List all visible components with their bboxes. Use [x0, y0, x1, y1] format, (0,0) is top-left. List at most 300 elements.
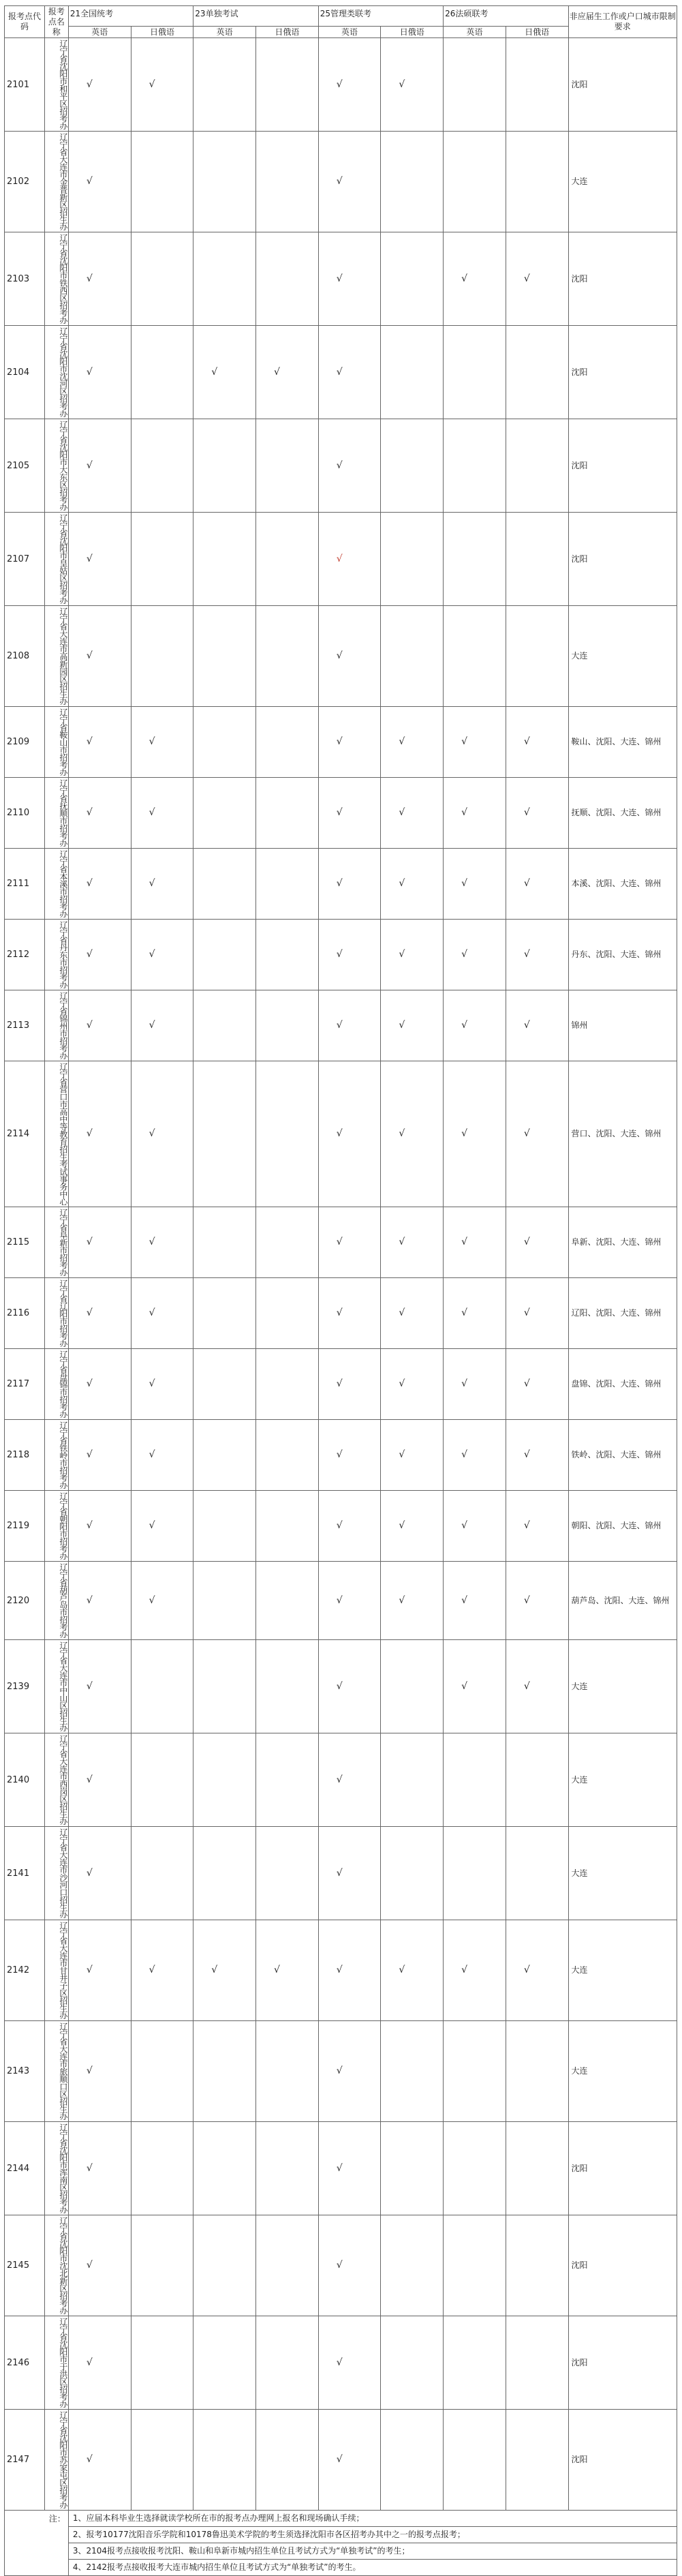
subheader-jp-ru: 日俄语 [381, 27, 444, 38]
site-code: 2120 [5, 1562, 45, 1640]
empty-cell [193, 1733, 256, 1827]
check-mark: √ [68, 849, 131, 920]
note-text: 4、2142报考点接收报考大连市城内招生单位且考试方式为“单独考试”的考生。 [68, 2560, 677, 2576]
table-row [5, 2021, 677, 2122]
empty-cell [256, 606, 319, 707]
check-mark: √ [381, 1920, 444, 2021]
city-requirement: 丹东、沈阳、大连、锦州 [568, 920, 677, 990]
note-row [5, 2511, 677, 2527]
check-mark: √ [444, 1640, 506, 1733]
table-row [5, 606, 677, 707]
site-code: 2117 [5, 1349, 45, 1420]
empty-cell [256, 232, 319, 326]
city-requirement: 铁岭、沈阳、大连、锦州 [568, 1420, 677, 1491]
empty-cell [131, 1640, 193, 1733]
site-name-text: 辽宁省大连市旅顺口区招生办 [58, 2022, 68, 2120]
site-code: 2114 [5, 1061, 45, 1207]
site-name-text: 辽宁省大连市西岗区招生办 [58, 1735, 68, 1825]
empty-cell [506, 2316, 568, 2410]
check-mark: √ [506, 1061, 568, 1207]
empty-cell [131, 326, 193, 419]
table-row [5, 2215, 677, 2316]
site-name-text: 辽宁省沈阳市苏家屯区招考办 [58, 2411, 68, 2509]
check-mark: √ [444, 1207, 506, 1278]
subheader-jp-ru: 日俄语 [131, 27, 193, 38]
check-mark: √ [318, 990, 381, 1061]
check-mark: √ [131, 990, 193, 1061]
empty-cell [256, 2021, 319, 2122]
check-mark: √ [193, 326, 256, 419]
table-row [5, 132, 677, 232]
check-mark: √ [131, 849, 193, 920]
empty-cell [506, 2410, 568, 2511]
site-name [44, 132, 68, 232]
empty-cell [131, 2122, 193, 2215]
check-mark: √ [256, 1920, 319, 2021]
site-name-text: 辽宁省沈阳市沈河区招考办 [58, 327, 68, 417]
check-mark: √ [68, 1420, 131, 1491]
site-code: 2101 [5, 38, 45, 132]
site-name-text: 辽宁省大连市甘井子区招生办 [58, 1922, 68, 2019]
empty-cell [444, 132, 506, 232]
city-requirement: 抚顺、沈阳、大连、锦州 [568, 778, 677, 849]
check-mark: √ [318, 1061, 381, 1207]
table-row [5, 513, 677, 606]
empty-cell [381, 1640, 444, 1733]
check-mark: √ [131, 1278, 193, 1349]
empty-cell [193, 849, 256, 920]
site-name [44, 778, 68, 849]
check-mark: √ [506, 707, 568, 778]
check-mark: √ [444, 920, 506, 990]
check-mark: √ [131, 707, 193, 778]
check-mark: √ [381, 38, 444, 132]
check-mark: √ [68, 2021, 131, 2122]
empty-cell [131, 132, 193, 232]
check-mark: √ [131, 1562, 193, 1640]
check-mark: √ [131, 1207, 193, 1278]
check-mark: √ [318, 38, 381, 132]
check-mark: √ [68, 419, 131, 513]
table-row [5, 1920, 677, 2021]
check-mark: √ [318, 419, 381, 513]
note-row [5, 2560, 677, 2576]
empty-cell [256, 1207, 319, 1278]
note-row [5, 2527, 677, 2543]
empty-cell [381, 326, 444, 419]
empty-cell [193, 2316, 256, 2410]
table-row [5, 1349, 677, 1420]
site-name-text: 辽宁省葫芦岛市招考办 [58, 1563, 68, 1638]
site-name [44, 1420, 68, 1491]
empty-cell [193, 38, 256, 132]
empty-cell [506, 2215, 568, 2316]
empty-cell [256, 920, 319, 990]
check-mark: √ [381, 707, 444, 778]
check-mark: √ [318, 606, 381, 707]
check-mark: √ [68, 606, 131, 707]
check-mark: √ [318, 778, 381, 849]
check-mark: √ [506, 990, 568, 1061]
check-mark: √ [444, 1491, 506, 1562]
check-mark: √ [318, 232, 381, 326]
empty-cell [131, 606, 193, 707]
site-name [44, 38, 68, 132]
empty-cell [506, 513, 568, 606]
site-name [44, 1733, 68, 1827]
check-mark: √ [506, 232, 568, 326]
empty-cell [193, 1061, 256, 1207]
check-mark: √ [68, 990, 131, 1061]
check-mark: √ [131, 920, 193, 990]
city-requirement: 沈阳 [568, 326, 677, 419]
subheader-english: 英语 [193, 27, 256, 38]
empty-cell [193, 1278, 256, 1349]
check-mark: √ [381, 1349, 444, 1420]
city-requirement: 沈阳 [568, 419, 677, 513]
check-mark: √ [506, 1640, 568, 1733]
empty-cell [506, 419, 568, 513]
empty-cell [131, 1827, 193, 1920]
check-mark: √ [506, 1562, 568, 1640]
check-mark: √ [381, 1061, 444, 1207]
city-requirement: 沈阳 [568, 2410, 677, 2511]
check-mark: √ [68, 326, 131, 419]
empty-cell [381, 2316, 444, 2410]
site-name [44, 1827, 68, 1920]
empty-cell [193, 513, 256, 606]
site-name [44, 990, 68, 1061]
site-name-text: 辽宁省阜新市招考办 [58, 1209, 68, 1276]
table-row [5, 38, 677, 132]
site-code: 2111 [5, 849, 45, 920]
empty-cell [256, 707, 319, 778]
site-name [44, 1920, 68, 2021]
empty-cell [256, 419, 319, 513]
city-requirement: 沈阳 [568, 2215, 677, 2316]
empty-cell [193, 232, 256, 326]
table-row [5, 326, 677, 419]
city-requirement: 沈阳 [568, 2316, 677, 2410]
header-group-25: 25管理类联考 [318, 6, 443, 27]
empty-cell [193, 132, 256, 232]
empty-cell [381, 419, 444, 513]
check-mark: √ [444, 778, 506, 849]
check-mark: √ [444, 1349, 506, 1420]
city-requirement: 辽阳、沈阳、大连、锦州 [568, 1278, 677, 1349]
check-mark: √ [68, 1562, 131, 1640]
check-mark: √ [381, 1207, 444, 1278]
empty-cell [193, 1420, 256, 1491]
site-code: 2143 [5, 2021, 45, 2122]
check-mark: √ [68, 920, 131, 990]
site-name [44, 1349, 68, 1420]
check-mark: √ [318, 2410, 381, 2511]
table-row [5, 849, 677, 920]
check-mark: √ [318, 849, 381, 920]
check-mark: √ [68, 513, 131, 606]
table-row [5, 1827, 677, 1920]
empty-cell [193, 920, 256, 990]
check-mark: √ [68, 38, 131, 132]
check-mark: √ [318, 1562, 381, 1640]
site-name [44, 1640, 68, 1733]
site-name [44, 2410, 68, 2511]
check-mark: √ [256, 326, 319, 419]
empty-cell [131, 419, 193, 513]
city-requirement: 葫芦岛、沈阳、大连、锦州 [568, 1562, 677, 1640]
empty-cell [444, 38, 506, 132]
check-mark: √ [318, 1920, 381, 2021]
site-name-text: 辽宁省鞍山市招考办 [58, 708, 68, 776]
check-mark: √ [68, 2122, 131, 2215]
table-row [5, 778, 677, 849]
check-mark: √ [68, 1640, 131, 1733]
site-name-text: 辽宁省沈阳市浑南区招考办 [58, 2123, 68, 2213]
site-name [44, 1491, 68, 1562]
check-mark: √ [68, 1349, 131, 1420]
empty-cell [444, 606, 506, 707]
check-mark: √ [68, 1278, 131, 1349]
table-row [5, 920, 677, 990]
check-mark: √ [318, 2122, 381, 2215]
site-code: 2110 [5, 778, 45, 849]
check-mark: √ [318, 326, 381, 419]
subheader-jp-ru: 日俄语 [506, 27, 568, 38]
site-name [44, 2021, 68, 2122]
site-code: 2108 [5, 606, 45, 707]
empty-cell [193, 2215, 256, 2316]
empty-cell [256, 990, 319, 1061]
city-requirement: 沈阳 [568, 38, 677, 132]
check-mark: √ [444, 990, 506, 1061]
city-requirement: 阜新、沈阳、大连、锦州 [568, 1207, 677, 1278]
empty-cell [444, 2410, 506, 2511]
check-mark: √ [444, 1420, 506, 1491]
site-code: 2109 [5, 707, 45, 778]
check-mark: √ [381, 1278, 444, 1349]
city-requirement: 沈阳 [568, 2122, 677, 2215]
site-name [44, 707, 68, 778]
check-mark: √ [381, 1491, 444, 1562]
note-text: 2、报考10177沈阳音乐学院和10178鲁迅美术学院的考生须选择沈阳市各区招考办其中之一的报考点报考； [68, 2527, 677, 2543]
table-row [5, 419, 677, 513]
empty-cell [256, 1061, 319, 1207]
empty-cell [256, 1278, 319, 1349]
site-code: 2102 [5, 132, 45, 232]
check-mark: √ [131, 1920, 193, 2021]
empty-cell [381, 132, 444, 232]
check-mark: √ [131, 38, 193, 132]
city-requirement: 大连 [568, 1733, 677, 1827]
empty-cell [131, 2316, 193, 2410]
empty-cell [444, 513, 506, 606]
check-mark: √ [381, 990, 444, 1061]
site-name [44, 1207, 68, 1278]
table-row [5, 1207, 677, 1278]
check-mark: √ [68, 1920, 131, 2021]
table-row [5, 1061, 677, 1207]
city-requirement: 大连 [568, 606, 677, 707]
city-requirement: 本溪、沈阳、大连、锦州 [568, 849, 677, 920]
check-mark: √ [381, 778, 444, 849]
site-name-text: 辽宁省沈阳市沈北新区招考办 [58, 2217, 68, 2314]
check-mark: √ [318, 1420, 381, 1491]
check-mark: √ [68, 1061, 131, 1207]
site-code: 2104 [5, 326, 45, 419]
header-group-21: 21全国统考 [68, 6, 193, 27]
empty-cell [256, 778, 319, 849]
empty-cell [193, 1207, 256, 1278]
empty-cell [131, 232, 193, 326]
site-code: 2145 [5, 2215, 45, 2316]
exam-site-table [4, 5, 677, 2576]
empty-cell [193, 606, 256, 707]
check-mark: √ [318, 513, 381, 606]
empty-cell [193, 1827, 256, 1920]
check-mark: √ [318, 1207, 381, 1278]
empty-cell [256, 849, 319, 920]
empty-cell [444, 2021, 506, 2122]
site-name-text: 辽宁省丹东市招考办 [58, 921, 68, 988]
empty-cell [193, 1562, 256, 1640]
site-code: 2142 [5, 1920, 45, 2021]
notes-label: 注： [5, 2511, 69, 2576]
empty-cell [256, 1562, 319, 1640]
check-mark: √ [68, 2410, 131, 2511]
check-mark: √ [68, 1827, 131, 1920]
empty-cell [256, 2410, 319, 2511]
site-code: 2105 [5, 419, 45, 513]
check-mark: √ [318, 2215, 381, 2316]
check-mark: √ [506, 920, 568, 990]
city-requirement: 沈阳 [568, 513, 677, 606]
empty-cell [256, 1349, 319, 1420]
check-mark: √ [318, 2316, 381, 2410]
empty-cell [381, 2021, 444, 2122]
empty-cell [506, 38, 568, 132]
site-name [44, 513, 68, 606]
site-name-text: 辽宁省盘锦市招考办 [58, 1350, 68, 1418]
empty-cell [193, 2410, 256, 2511]
check-mark: √ [506, 1420, 568, 1491]
check-mark: √ [506, 1278, 568, 1349]
check-mark: √ [318, 920, 381, 990]
check-mark: √ [506, 1349, 568, 1420]
header-group-23: 23单独考试 [193, 6, 318, 27]
empty-cell [381, 232, 444, 326]
header-code: 报考点代码 [5, 6, 45, 38]
site-name [44, 920, 68, 990]
empty-cell [131, 2215, 193, 2316]
empty-cell [506, 2021, 568, 2122]
check-mark: √ [506, 1491, 568, 1562]
empty-cell [506, 606, 568, 707]
table-body [5, 6, 677, 2576]
site-name-text: 辽宁省大连市高新园区招生办 [58, 607, 68, 705]
site-name [44, 849, 68, 920]
empty-cell [193, 707, 256, 778]
empty-cell [256, 132, 319, 232]
check-mark: √ [68, 1207, 131, 1278]
city-requirement: 大连 [568, 1827, 677, 1920]
subheader-english: 英语 [444, 27, 506, 38]
table-row [5, 2316, 677, 2410]
empty-cell [131, 1733, 193, 1827]
site-name-text: 辽宁省大连市中山区招生办 [58, 1641, 68, 1731]
check-mark: √ [318, 1827, 381, 1920]
empty-cell [131, 513, 193, 606]
check-mark: √ [318, 1278, 381, 1349]
table-row [5, 232, 677, 326]
site-code: 2144 [5, 2122, 45, 2215]
check-mark: √ [68, 1491, 131, 1562]
empty-cell [506, 326, 568, 419]
check-mark: √ [131, 1491, 193, 1562]
site-name-text: 辽宁省沈阳市皇姑区招考办 [58, 514, 68, 604]
site-name-text: 辽宁省沈阳市和平区招考办 [58, 40, 68, 130]
table-row [5, 1640, 677, 1733]
empty-cell [444, 2122, 506, 2215]
site-name [44, 1562, 68, 1640]
subheader-english: 英语 [68, 27, 131, 38]
check-mark: √ [381, 1562, 444, 1640]
site-code: 2116 [5, 1278, 45, 1349]
empty-cell [256, 1491, 319, 1562]
site-code: 2118 [5, 1420, 45, 1491]
site-name-text: 辽宁省辽阳市招考办 [58, 1279, 68, 1347]
table-row [5, 1562, 677, 1640]
check-mark: √ [131, 778, 193, 849]
empty-cell [193, 1491, 256, 1562]
table-row [5, 1491, 677, 1562]
city-requirement: 大连 [568, 1640, 677, 1733]
city-requirement: 大连 [568, 2021, 677, 2122]
check-mark: √ [68, 2215, 131, 2316]
city-requirement: 大连 [568, 132, 677, 232]
empty-cell [506, 132, 568, 232]
table-row [5, 2122, 677, 2215]
site-name [44, 1061, 68, 1207]
site-name [44, 1278, 68, 1349]
check-mark: √ [68, 778, 131, 849]
check-mark: √ [318, 1491, 381, 1562]
site-code: 2112 [5, 920, 45, 990]
site-code: 2140 [5, 1733, 45, 1827]
site-code: 2119 [5, 1491, 45, 1562]
empty-cell [193, 2122, 256, 2215]
check-mark: √ [381, 920, 444, 990]
empty-cell [444, 2215, 506, 2316]
city-requirement: 沈阳 [568, 232, 677, 326]
city-requirement: 盘锦、沈阳、大连、锦州 [568, 1349, 677, 1420]
check-mark: √ [506, 778, 568, 849]
site-name-text: 辽宁省铁岭市招考办 [58, 1421, 68, 1489]
empty-cell [444, 2316, 506, 2410]
city-requirement: 营口、沈阳、大连、锦州 [568, 1061, 677, 1207]
header-row [5, 6, 677, 27]
empty-cell [256, 1420, 319, 1491]
check-mark: √ [193, 1920, 256, 2021]
site-code: 2146 [5, 2316, 45, 2410]
site-name-text: 辽宁省沈阳市铁西区招考办 [58, 234, 68, 324]
city-requirement: 朝阳、沈阳、大连、锦州 [568, 1491, 677, 1562]
empty-cell [193, 2021, 256, 2122]
check-mark: √ [68, 132, 131, 232]
empty-cell [381, 513, 444, 606]
empty-cell [444, 1733, 506, 1827]
check-mark: √ [318, 2021, 381, 2122]
